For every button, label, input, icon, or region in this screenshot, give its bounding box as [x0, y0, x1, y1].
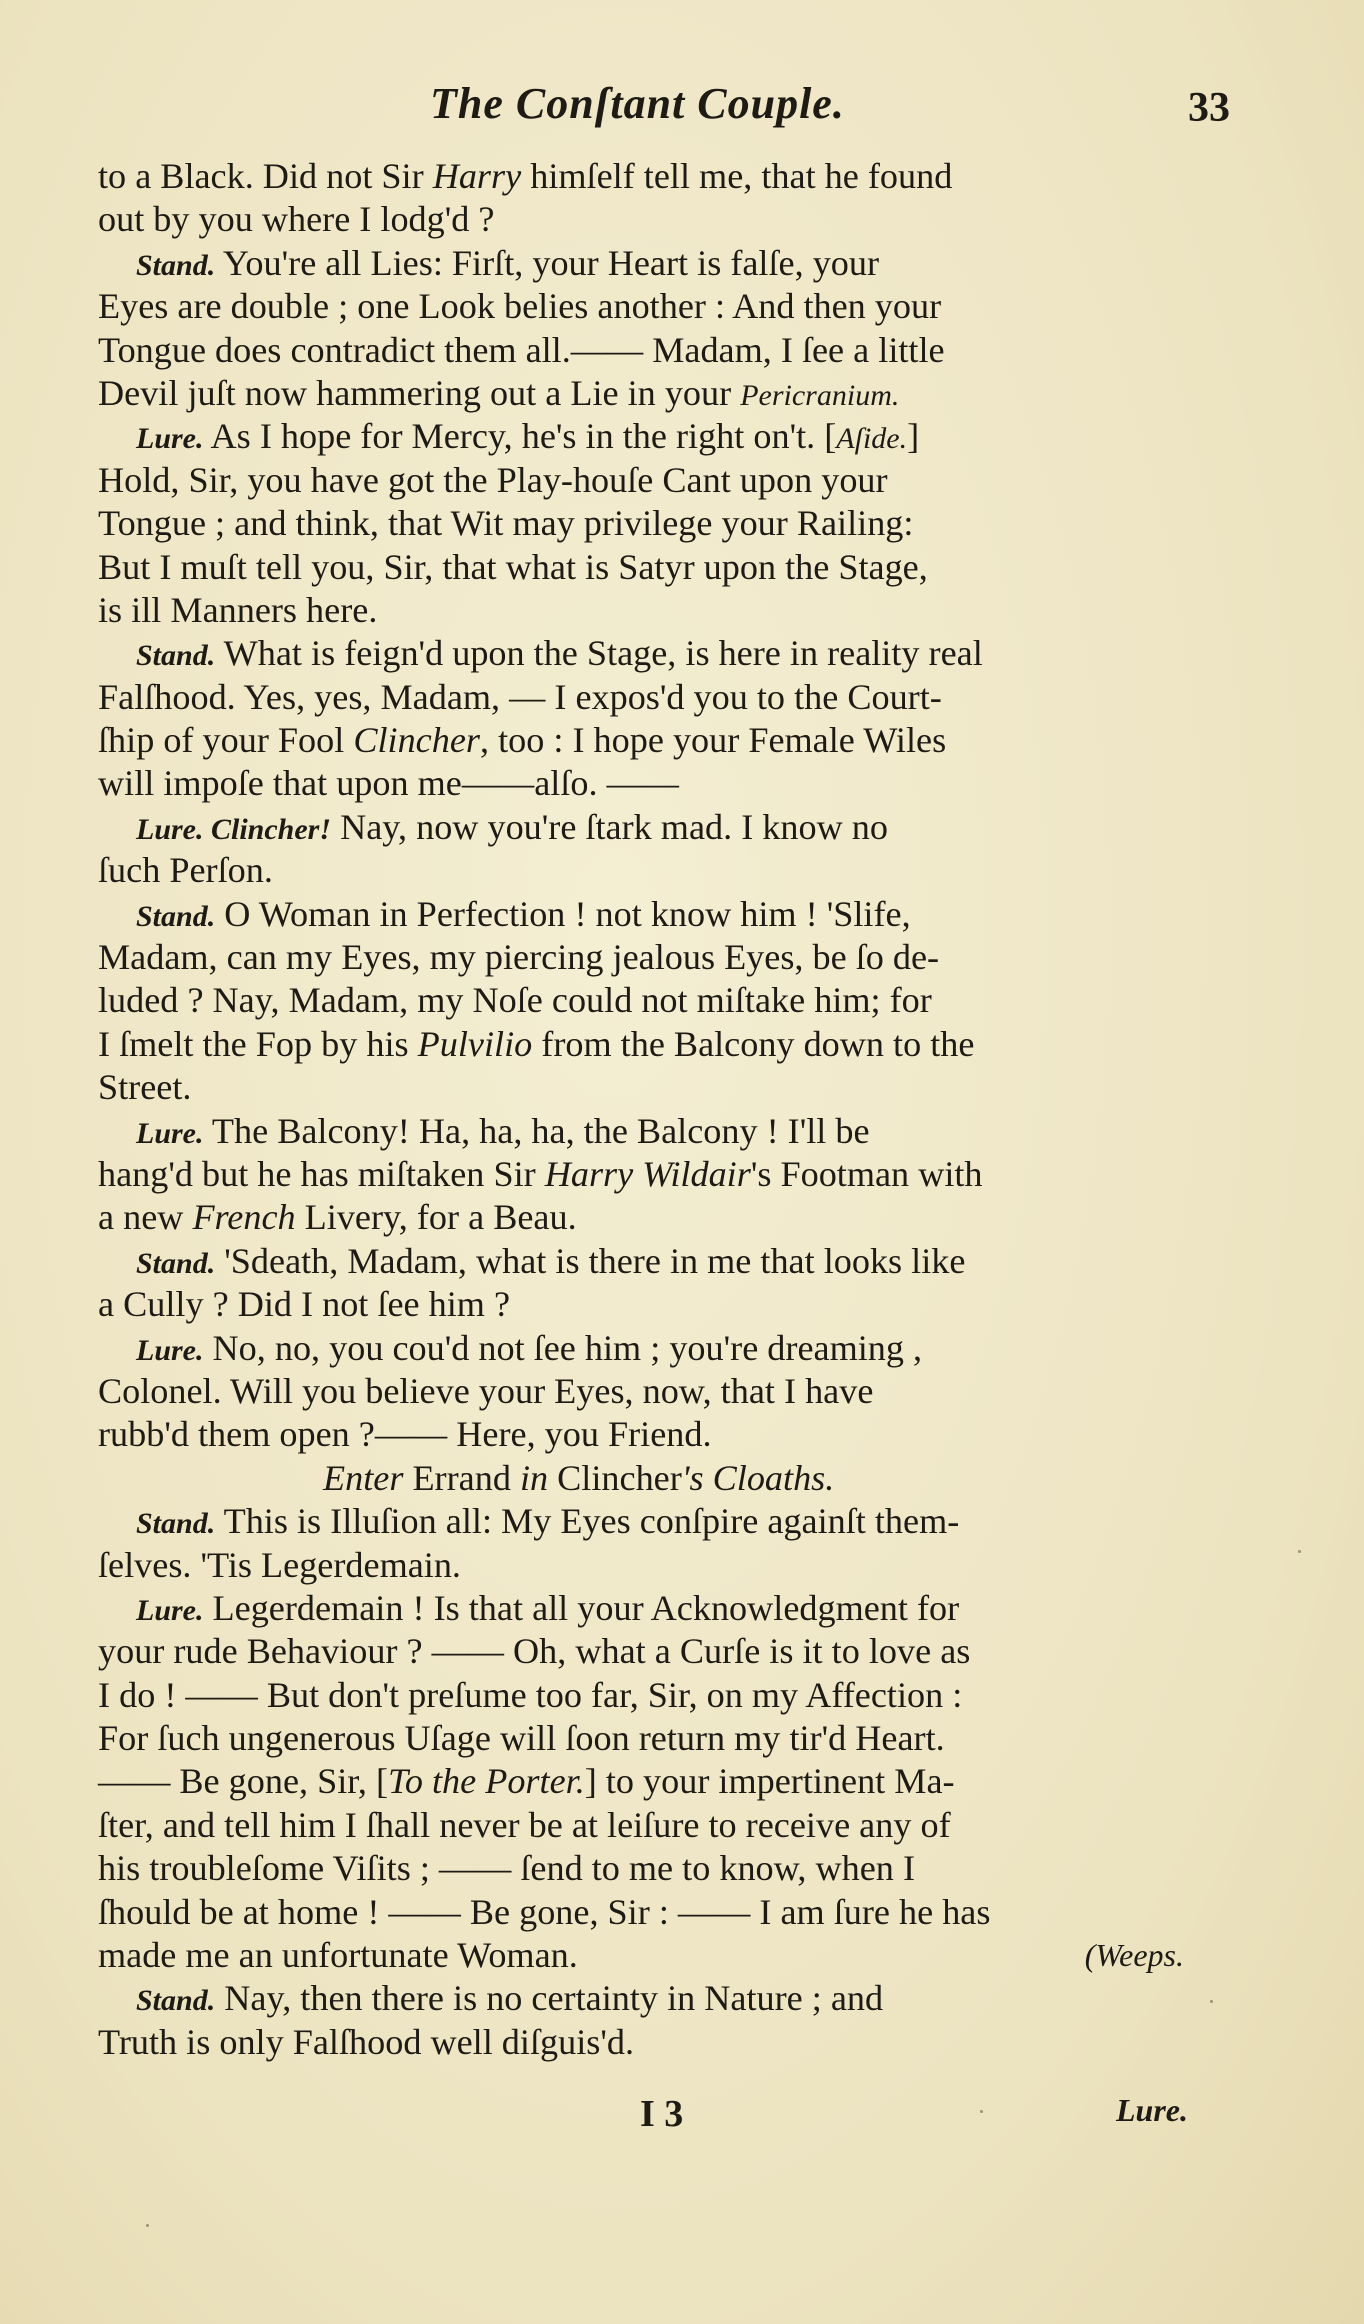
- paper-speck: [1298, 1550, 1301, 1553]
- speaker-name: Lure. Clincher!: [136, 812, 332, 846]
- text-line: your rude Behaviour ? —— Oh, what a Curſe is it to love as: [98, 1631, 971, 1672]
- speech-line: [98, 1327, 1188, 1370]
- text-span: ſhip of your Fool: [98, 720, 354, 761]
- text-line: out by you where I lodg'd ?: [98, 199, 495, 240]
- text-span: You're all Lies: Firſt, your Heart is falſe, your: [215, 242, 880, 283]
- speech-line: [98, 1587, 1188, 1630]
- speaker-name: Stand.: [136, 1507, 216, 1541]
- text-line: Street.: [98, 1067, 192, 1108]
- speaker-name: Stand.: [136, 248, 216, 282]
- text-line: [98, 1153, 1188, 1196]
- text-span: ] to your impertinent Ma-: [584, 1761, 955, 1802]
- paper-speck: [146, 2224, 149, 2227]
- speech-line: [98, 242, 1188, 285]
- text-line: his troubleſome Viſits ; —— ſend to me to know, when I: [98, 1848, 915, 1889]
- speaker-name: Lure.: [136, 1333, 204, 1367]
- text-line: [98, 1934, 1188, 1977]
- catchword: Lure.: [1116, 2092, 1188, 2128]
- italic-word: 's Cloaths.: [681, 1457, 835, 1498]
- page-header: [100, 78, 1230, 142]
- text-line: [98, 1196, 1188, 1239]
- speech-line: [98, 1240, 1188, 1283]
- text-line: I do ! —— But don't preſume too far, Sir, on my Affection :: [98, 1674, 963, 1715]
- speaker-name: Stand.: [136, 1984, 216, 2018]
- stage-direction-inline: To the Porter.: [388, 1761, 585, 1802]
- text-span: himſelf tell me, that he found: [521, 156, 953, 196]
- page-footer: [98, 2092, 1188, 2140]
- text-line: is ill Manners here.: [98, 589, 378, 630]
- text-span: I ſmelt the Fop by his: [98, 1023, 418, 1064]
- text-line: ſhould be at home ! —— Be gone, Sir : —— I am ſure he has: [98, 1891, 991, 1932]
- text-line: Tongue ; and think, that Wit may privilege your Railing:: [98, 503, 914, 544]
- text-line: ſter, and tell him I ſhall never be at leiſure to receive any of: [98, 1804, 951, 1845]
- stage-direction-weeps: (Weeps.: [1084, 1937, 1184, 1974]
- speaker-name: Lure.: [136, 422, 204, 456]
- text-span: As I hope for Mercy, he's in the right on't. [: [203, 416, 837, 457]
- text-span: —— Be gone, Sir, [: [98, 1761, 389, 1802]
- speech-line: [98, 415, 1188, 458]
- text-span: No, no, you cou'd not ſee him ; you're dreaming ,: [203, 1327, 923, 1368]
- text-line: [98, 372, 1188, 415]
- text-span: The Balcony! Ha, ha, ha, the Balcony ! I'll be: [203, 1110, 870, 1151]
- text-line: rubb'd them open ?—— Here, you Friend.: [98, 1414, 712, 1455]
- text-line: a Cully ? Did I not ſee him ?: [98, 1284, 511, 1325]
- signature-mark: I 3: [640, 2093, 684, 2135]
- character-name: Harry: [432, 156, 522, 196]
- speech-line: [98, 1500, 1188, 1543]
- text-line: Truth is only Falſhood well diſguis'd.: [98, 2021, 634, 2062]
- italic-word: French: [192, 1197, 296, 1238]
- aside-direction: Aſide.: [836, 422, 908, 456]
- text-span: hang'd but he has miſtaken Sir: [98, 1153, 545, 1194]
- text-line: Tongue does contradict them all.—— Madam, I ſee a little: [98, 329, 945, 370]
- stage-direction: [98, 1457, 1188, 1500]
- text-line: [98, 1023, 1188, 1066]
- text-line: Colonel. Will you believe your Eyes, now, that I have: [98, 1370, 874, 1411]
- character-name: Harry Wildair: [544, 1153, 751, 1194]
- speaker-name: Stand.: [136, 899, 216, 933]
- speech-line: [98, 1977, 1188, 2020]
- text-line: Falſhood. Yes, yes, Madam, — I expos'd you to the Court-: [98, 676, 942, 717]
- text-span: made me an unfortunate Woman.: [98, 1935, 578, 1976]
- running-title: The Conſtant Couple.: [430, 79, 845, 128]
- text-line: [98, 1760, 1188, 1803]
- speech-line: [98, 632, 1188, 675]
- italic-word: Pulvilio: [417, 1023, 533, 1064]
- speaker-name: Lure.: [136, 1593, 204, 1627]
- italic-word: in: [519, 1457, 549, 1498]
- text-span: ]: [907, 416, 920, 457]
- speaker-name: Stand.: [136, 639, 216, 673]
- play-text: [98, 155, 1188, 2064]
- text-line: For ſuch ungenerous Uſage will ſoon return my tir'd Heart.: [98, 1718, 945, 1759]
- text-line: Madam, can my Eyes, my piercing jealous Eyes, be ſo de-: [98, 937, 940, 978]
- text-line: will impoſe that upon me——alſo. ——: [98, 763, 679, 804]
- page-number: 33: [1188, 85, 1230, 131]
- speech-line: [98, 806, 1188, 849]
- text-line: [98, 719, 1188, 762]
- text-span: 's Footman with: [750, 1153, 983, 1194]
- text-span: , too : I hope your Female Wiles: [479, 720, 947, 761]
- text-span: Legerdemain ! Is that all your Acknowledgment for: [203, 1587, 960, 1628]
- italic-word: Pericranium.: [740, 378, 900, 412]
- text-span: 'Sdeath, Madam, what is there in me that looks like: [215, 1240, 966, 1281]
- text-span: Nay, then there is no certainty in Nature ; and: [215, 1978, 884, 2019]
- text-line: [98, 155, 1188, 198]
- speaker-name: Lure.: [136, 1116, 204, 1150]
- character-name: Clincher: [548, 1457, 682, 1498]
- speaker-name: Stand.: [136, 1246, 216, 1280]
- text-line: ſelves. 'Tis Legerdemain.: [98, 1544, 461, 1585]
- text-span: to a Black. Did not Sir: [98, 156, 433, 196]
- text-span: a new: [98, 1197, 193, 1238]
- text-span: What is feign'd upon the Stage, is here in reality real: [215, 633, 983, 674]
- text-span: from the Balcony down to the: [532, 1023, 975, 1064]
- text-line: But I muſt tell you, Sir, that what is Satyr upon the Stage,: [98, 546, 928, 587]
- text-line: ſuch Perſon.: [98, 850, 273, 891]
- speech-line: [98, 893, 1188, 936]
- text-span: Errand: [403, 1457, 520, 1498]
- speech-line: [98, 1110, 1188, 1153]
- italic-word: Enter: [323, 1457, 404, 1498]
- paper-speck: [1210, 2000, 1213, 2003]
- text-span: Devil juſt now hammering out a Lie in your: [98, 372, 741, 413]
- paper-speck: [980, 2110, 983, 2113]
- text-span: O Woman in Perfection ! not know him ! 'Slife,: [215, 893, 911, 934]
- text-span: Nay, now you're ſtark mad. I know no: [331, 806, 888, 847]
- character-name: Clincher: [353, 720, 480, 761]
- text-span: This is Illuſion all: My Eyes conſpire againſt them-: [215, 1501, 960, 1542]
- text-line: Hold, Sir, you have got the Play-houſe Cant upon your: [98, 459, 888, 500]
- text-line: Eyes are double ; one Look belies another : And then your: [98, 286, 942, 327]
- text-span: Livery, for a Beau.: [295, 1197, 577, 1238]
- text-line: luded ? Nay, Madam, my Noſe could not miſtake him; for: [98, 980, 932, 1021]
